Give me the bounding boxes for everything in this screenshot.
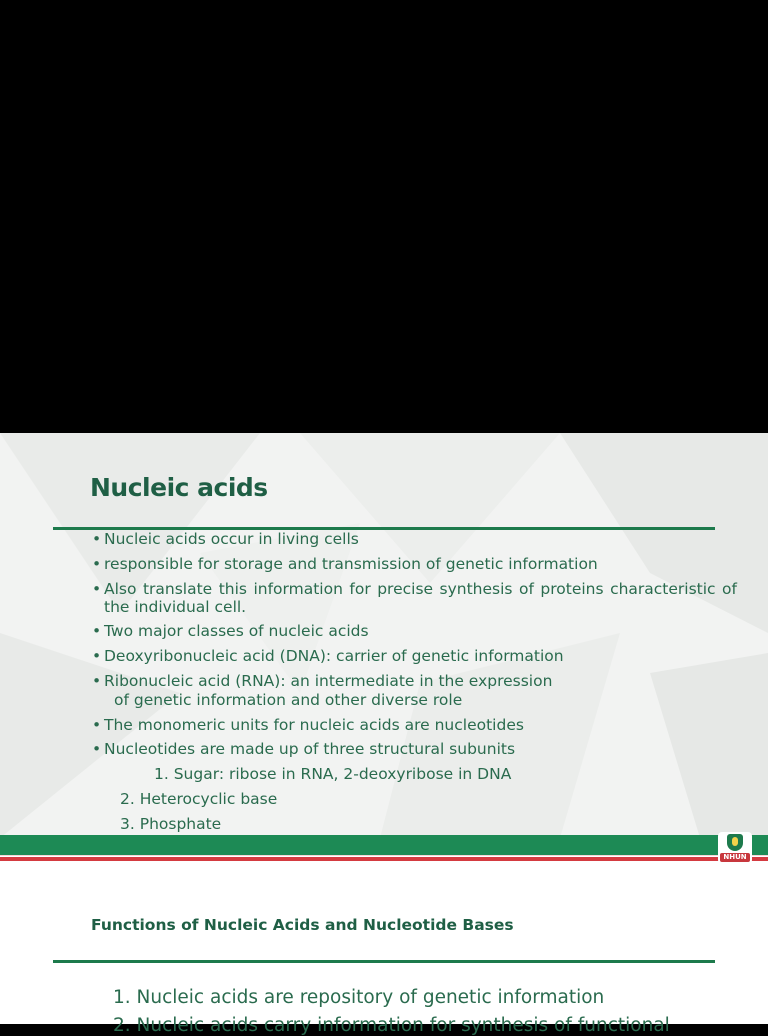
numbered-item: 2. Nucleic acids carry information for synthesis of functional xyxy=(113,1015,670,1036)
bullet-text: Two major classes of nucleic acids xyxy=(104,622,369,641)
footer-band-red xyxy=(0,857,768,861)
bullet-marker: • xyxy=(92,715,102,734)
bullet-item xyxy=(92,740,737,758)
footer-band-green xyxy=(0,835,768,856)
bullet-marker: • xyxy=(92,671,102,690)
bullet-marker: • xyxy=(92,740,102,759)
bullet-text: Nucleotides are made up of three structural subunits xyxy=(104,740,516,759)
slide-functions xyxy=(0,863,768,1036)
bullet-item xyxy=(92,580,737,616)
logo-shield-icon xyxy=(727,834,743,851)
bullet-item xyxy=(92,716,737,734)
slide-nucleic-acids xyxy=(0,433,768,838)
bullet-text: responsible for storage and transmission of genetic information xyxy=(104,554,598,573)
bullet-marker: • xyxy=(92,579,102,598)
bullet-item xyxy=(92,647,737,665)
bullet-text: Nucleic acids occur in living cells xyxy=(104,530,359,548)
logo-text: NHUN xyxy=(720,853,750,862)
subunit-item: 1. Sugar: ribose in RNA, 2-deoxyribose in DNA xyxy=(154,765,512,784)
bullet-marker: • xyxy=(92,622,102,641)
slide-title: Functions of Nucleic Acids and Nucleotide Bases xyxy=(91,916,514,934)
bullet-marker: • xyxy=(92,647,102,666)
bullet-marker: • xyxy=(92,554,102,573)
slide-title: Nucleic acids xyxy=(90,473,268,502)
title-rule xyxy=(53,960,715,963)
bullet-list xyxy=(92,530,737,840)
bullet-text: Also translate this information for precise synthesis of proteins characteristic of the individual cell. xyxy=(104,579,737,616)
bullet-text: Ribonucleic acid (RNA): an intermediate in the expression xyxy=(104,671,553,690)
bullet-marker: • xyxy=(92,530,102,548)
bullet-continuation: of genetic information and other diverse role xyxy=(114,690,463,709)
bullet-text: Deoxyribonucleic acid (DNA): carrier of genetic information xyxy=(104,647,564,666)
bullet-item xyxy=(92,672,737,690)
bullet-item xyxy=(92,530,737,548)
bullet-text: The monomeric units for nucleic acids are nucleotides xyxy=(104,715,524,734)
university-logo xyxy=(718,832,752,864)
subunit-item: 2. Heterocyclic base xyxy=(120,789,278,808)
black-area xyxy=(0,0,768,433)
numbered-item: 1. Nucleic acids are repository of genetic information xyxy=(113,987,605,1008)
bullet-item xyxy=(92,622,737,640)
bullet-item xyxy=(92,555,737,573)
subunit-item: 3. Phosphate xyxy=(120,814,222,833)
